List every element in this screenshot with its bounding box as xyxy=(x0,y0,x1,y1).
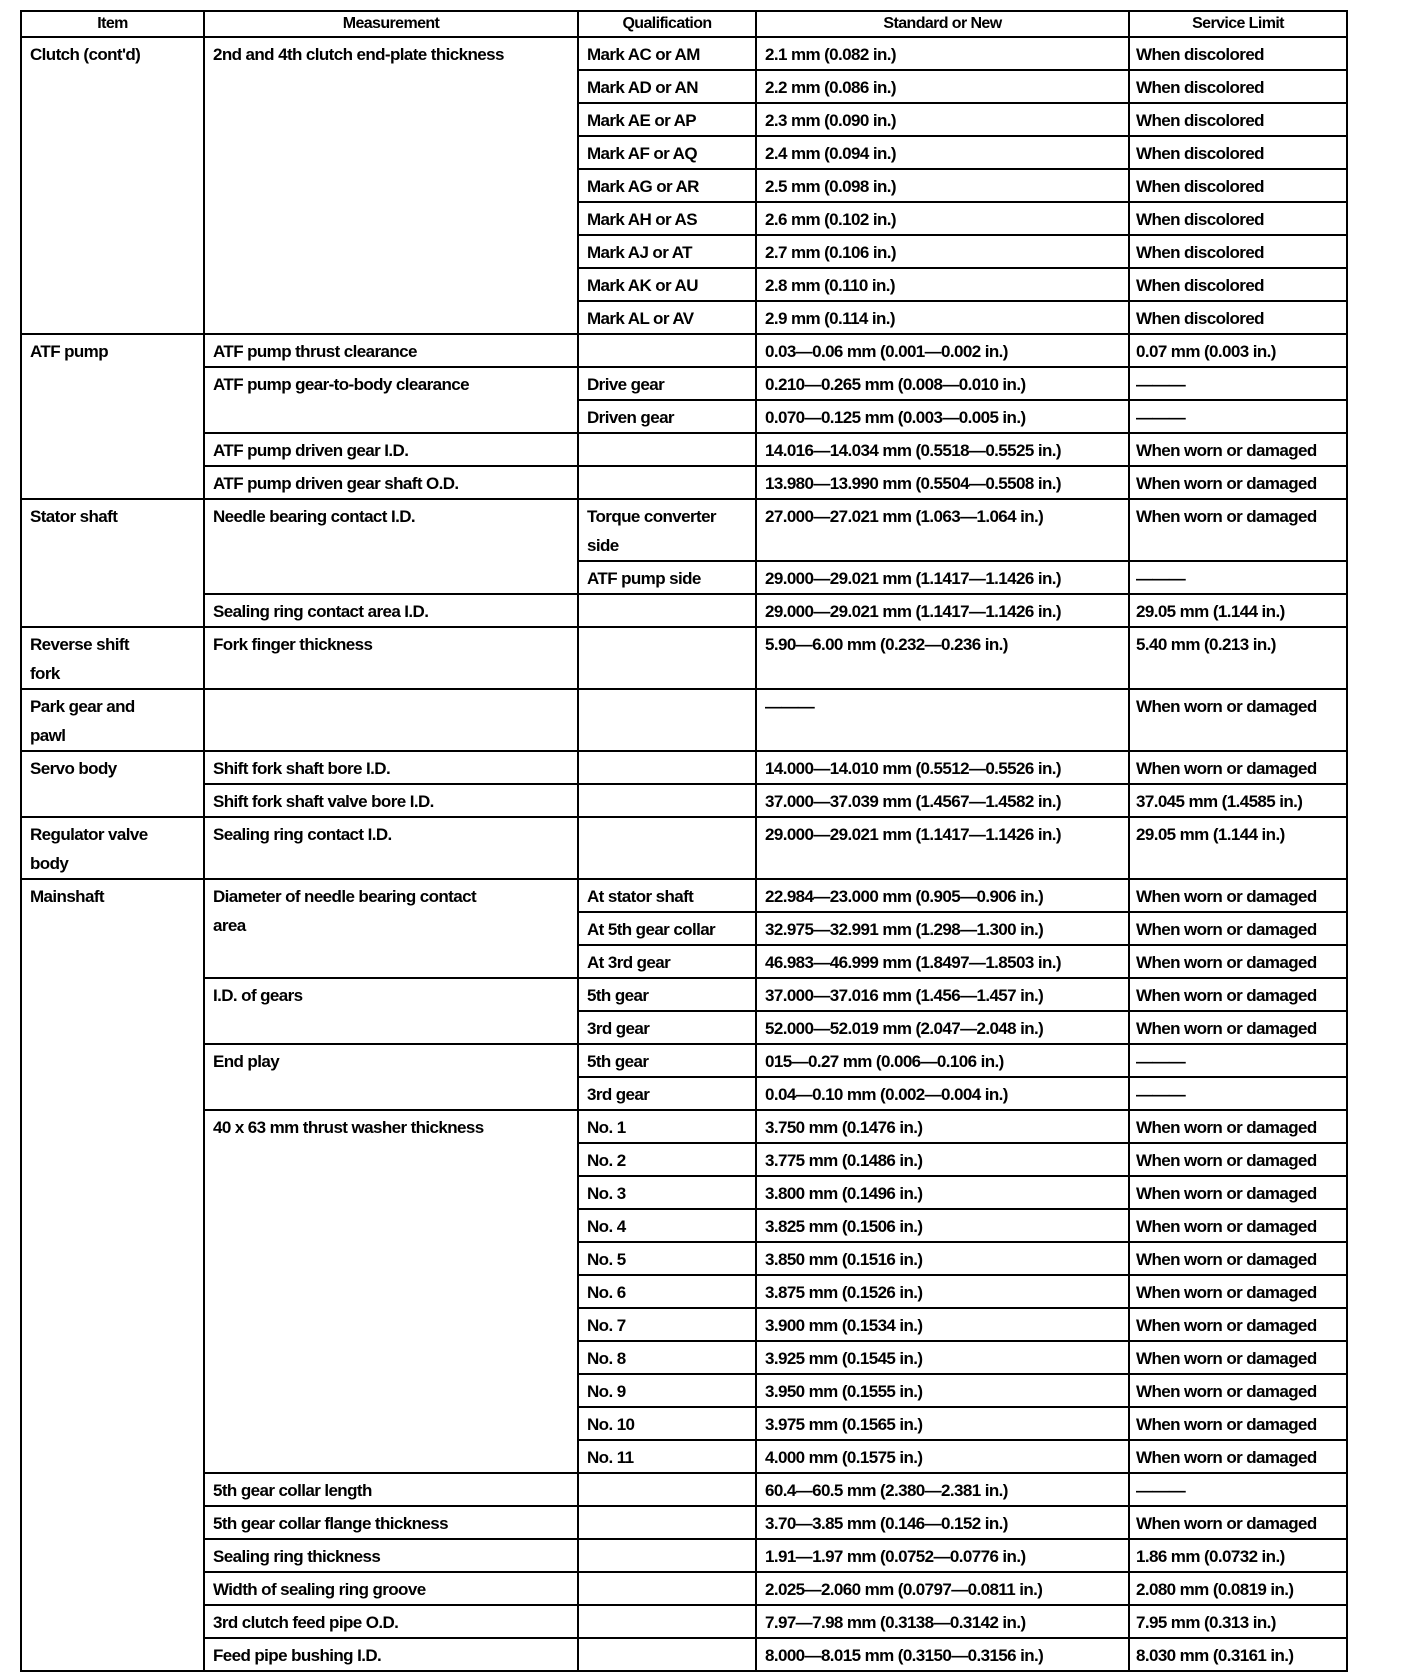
qualification-cell: No. 9 xyxy=(578,1374,756,1407)
qualification-cell: Mark AJ or AT xyxy=(578,235,756,268)
service-limit-cell: ——— xyxy=(1129,400,1347,433)
service-limit-cell: When worn or damaged xyxy=(1129,1176,1347,1209)
service-limit-cell: When discolored xyxy=(1129,169,1347,202)
table-row xyxy=(21,433,1347,466)
qualification-cell: No. 6 xyxy=(578,1275,756,1308)
header-service-limit: Service Limit xyxy=(1129,11,1347,37)
service-limit-cell: When worn or damaged xyxy=(1129,433,1347,466)
service-limit-cell: When worn or damaged xyxy=(1129,499,1347,561)
qualification-cell xyxy=(578,751,756,784)
standard-cell: 3.775 mm (0.1486 in.) xyxy=(756,1143,1129,1176)
qualification-cell: No. 3 xyxy=(578,1176,756,1209)
measurement-cell xyxy=(204,689,578,751)
qualification-cell xyxy=(578,1572,756,1605)
specifications-table xyxy=(20,10,1348,1672)
table-row xyxy=(21,1506,1347,1539)
service-limit-cell: ——— xyxy=(1129,1077,1347,1110)
measurement-cell: Fork finger thickness xyxy=(204,627,578,689)
table-row xyxy=(21,978,1347,1011)
qualification-cell xyxy=(578,433,756,466)
qualification-cell: ATF pump side xyxy=(578,561,756,594)
service-limit-cell: When worn or damaged xyxy=(1129,1110,1347,1143)
qualification-cell: No. 7 xyxy=(578,1308,756,1341)
qualification-cell xyxy=(578,1605,756,1638)
standard-cell: 29.000—29.021 mm (1.1417—1.1426 in.) xyxy=(756,594,1129,627)
measurement-cell: Needle bearing contact I.D. xyxy=(204,499,578,594)
qualification-cell xyxy=(578,1539,756,1572)
service-limit-cell: When worn or damaged xyxy=(1129,689,1347,751)
measurement-cell: Sealing ring contact area I.D. xyxy=(204,594,578,627)
standard-cell: 22.984—23.000 mm (0.905—0.906 in.) xyxy=(756,879,1129,912)
standard-cell: 0.04—0.10 mm (0.002—0.004 in.) xyxy=(756,1077,1129,1110)
service-limit-cell: 1.86 mm (0.0732 in.) xyxy=(1129,1539,1347,1572)
service-limit-cell: When discolored xyxy=(1129,70,1347,103)
table-row xyxy=(21,689,1347,751)
standard-cell: 2.7 mm (0.106 in.) xyxy=(756,235,1129,268)
standard-cell: 2.8 mm (0.110 in.) xyxy=(756,268,1129,301)
standard-cell: 4.000 mm (0.1575 in.) xyxy=(756,1440,1129,1473)
service-limit-cell: When worn or damaged xyxy=(1129,1341,1347,1374)
service-limit-cell: 8.030 mm (0.3161 in.) xyxy=(1129,1638,1347,1671)
measurement-cell: 3rd clutch feed pipe O.D. xyxy=(204,1605,578,1638)
qualification-cell: At 5th gear collar xyxy=(578,912,756,945)
qualification-cell xyxy=(578,627,756,689)
qualification-cell: At 3rd gear xyxy=(578,945,756,978)
standard-cell: 3.750 mm (0.1476 in.) xyxy=(756,1110,1129,1143)
service-limit-cell: When worn or damaged xyxy=(1129,1308,1347,1341)
qualification-cell: 3rd gear xyxy=(578,1077,756,1110)
table-row xyxy=(21,37,1347,70)
qualification-cell: Driven gear xyxy=(578,400,756,433)
standard-cell: 52.000—52.019 mm (2.047—2.048 in.) xyxy=(756,1011,1129,1044)
standard-cell: 13.980—13.990 mm (0.5504—0.5508 in.) xyxy=(756,466,1129,499)
service-limit-cell: When worn or damaged xyxy=(1129,945,1347,978)
table-row xyxy=(21,784,1347,817)
service-limit-cell: When worn or damaged xyxy=(1129,751,1347,784)
measurement-cell: ATF pump gear-to-body clearance xyxy=(204,367,578,433)
measurement-cell: Sealing ring thickness xyxy=(204,1539,578,1572)
standard-cell: 14.000—14.010 mm (0.5512—0.5526 in.) xyxy=(756,751,1129,784)
standard-cell: 29.000—29.021 mm (1.1417—1.1426 in.) xyxy=(756,817,1129,879)
service-limit-cell: When discolored xyxy=(1129,103,1347,136)
service-limit-cell: When worn or damaged xyxy=(1129,1011,1347,1044)
item-cell: Stator shaft xyxy=(21,499,204,627)
service-limit-cell: When discolored xyxy=(1129,235,1347,268)
header-qualification: Qualification xyxy=(578,11,756,37)
standard-cell: 32.975—32.991 mm (1.298—1.300 in.) xyxy=(756,912,1129,945)
service-limit-cell: When discolored xyxy=(1129,37,1347,70)
table-row xyxy=(21,879,1347,912)
qualification-cell xyxy=(578,689,756,751)
table-row xyxy=(21,627,1347,689)
qualification-cell xyxy=(578,1473,756,1506)
qualification-cell: Mark AG or AR xyxy=(578,169,756,202)
item-cell: ATF pump xyxy=(21,334,204,499)
service-limit-cell: 5.40 mm (0.213 in.) xyxy=(1129,627,1347,689)
measurement-cell: End play xyxy=(204,1044,578,1110)
service-limit-cell: When worn or damaged xyxy=(1129,1143,1347,1176)
measurement-cell: 5th gear collar length xyxy=(204,1473,578,1506)
item-cell: Mainshaft xyxy=(21,879,204,1671)
service-limit-cell: ——— xyxy=(1129,1473,1347,1506)
measurement-cell: 5th gear collar flange thickness xyxy=(204,1506,578,1539)
qualification-cell: No. 11 xyxy=(578,1440,756,1473)
qualification-cell: Mark AD or AN xyxy=(578,70,756,103)
header-row xyxy=(21,11,1347,37)
qualification-cell: 5th gear xyxy=(578,1044,756,1077)
service-limit-cell: 2.080 mm (0.0819 in.) xyxy=(1129,1572,1347,1605)
standard-cell: 29.000—29.021 mm (1.1417—1.1426 in.) xyxy=(756,561,1129,594)
header-measurement: Measurement xyxy=(204,11,578,37)
standard-cell: 37.000—37.039 mm (1.4567—1.4582 in.) xyxy=(756,784,1129,817)
standard-cell: 2.4 mm (0.094 in.) xyxy=(756,136,1129,169)
qualification-cell xyxy=(578,466,756,499)
standard-cell: ——— xyxy=(756,689,1129,751)
standard-cell: 46.983—46.999 mm (1.8497—1.8503 in.) xyxy=(756,945,1129,978)
qualification-cell xyxy=(578,334,756,367)
service-limit-cell: ——— xyxy=(1129,561,1347,594)
measurement-cell: Shift fork shaft valve bore I.D. xyxy=(204,784,578,817)
measurement-cell: Width of sealing ring groove xyxy=(204,1572,578,1605)
measurement-cell: Feed pipe bushing I.D. xyxy=(204,1638,578,1671)
service-limit-cell: When worn or damaged xyxy=(1129,466,1347,499)
qualification-cell: At stator shaft xyxy=(578,879,756,912)
standard-cell: 14.016—14.034 mm (0.5518—0.5525 in.) xyxy=(756,433,1129,466)
table-row xyxy=(21,1473,1347,1506)
header-item: Item xyxy=(21,11,204,37)
standard-cell: 5.90—6.00 mm (0.232—0.236 in.) xyxy=(756,627,1129,689)
standard-cell: 2.1 mm (0.082 in.) xyxy=(756,37,1129,70)
service-limit-cell: When worn or damaged xyxy=(1129,912,1347,945)
qualification-cell: 3rd gear xyxy=(578,1011,756,1044)
measurement-cell: Diameter of needle bearing contact area xyxy=(204,879,578,978)
standard-cell: 3.825 mm (0.1506 in.) xyxy=(756,1209,1129,1242)
service-limit-cell: 29.05 mm (1.144 in.) xyxy=(1129,594,1347,627)
item-cell: Regulator valve body xyxy=(21,817,204,879)
service-limit-cell: When worn or damaged xyxy=(1129,1209,1347,1242)
service-limit-cell: When worn or damaged xyxy=(1129,1440,1347,1473)
service-limit-cell: When discolored xyxy=(1129,202,1347,235)
standard-cell: 2.5 mm (0.098 in.) xyxy=(756,169,1129,202)
item-cell: Servo body xyxy=(21,751,204,817)
service-limit-cell: When discolored xyxy=(1129,268,1347,301)
standard-cell: 0.070—0.125 mm (0.003—0.005 in.) xyxy=(756,400,1129,433)
table-row xyxy=(21,1044,1347,1077)
qualification-cell: Mark AC or AM xyxy=(578,37,756,70)
qualification-cell: No. 5 xyxy=(578,1242,756,1275)
standard-cell: 2.2 mm (0.086 in.) xyxy=(756,70,1129,103)
service-limit-cell: When discolored xyxy=(1129,301,1347,334)
standard-cell: 3.875 mm (0.1526 in.) xyxy=(756,1275,1129,1308)
service-limit-cell: When worn or damaged xyxy=(1129,1407,1347,1440)
qualification-cell xyxy=(578,594,756,627)
qualification-cell: Mark AH or AS xyxy=(578,202,756,235)
service-limit-cell: 7.95 mm (0.313 in.) xyxy=(1129,1605,1347,1638)
standard-cell: 3.900 mm (0.1534 in.) xyxy=(756,1308,1129,1341)
standard-cell: 2.9 mm (0.114 in.) xyxy=(756,301,1129,334)
qualification-cell: Mark AL or AV xyxy=(578,301,756,334)
table-row xyxy=(21,334,1347,367)
table-row xyxy=(21,1110,1347,1143)
qualification-cell xyxy=(578,1638,756,1671)
table-row xyxy=(21,817,1347,879)
standard-cell: 3.975 mm (0.1565 in.) xyxy=(756,1407,1129,1440)
table-row xyxy=(21,1539,1347,1572)
service-limit-cell: When worn or damaged xyxy=(1129,1275,1347,1308)
service-limit-cell: 37.045 mm (1.4585 in.) xyxy=(1129,784,1347,817)
qualification-cell: No. 8 xyxy=(578,1341,756,1374)
standard-cell: 0.210—0.265 mm (0.008—0.010 in.) xyxy=(756,367,1129,400)
qualification-cell: Mark AK or AU xyxy=(578,268,756,301)
service-limit-cell: 0.07 mm (0.003 in.) xyxy=(1129,334,1347,367)
table-row xyxy=(21,751,1347,784)
standard-cell: 3.800 mm (0.1496 in.) xyxy=(756,1176,1129,1209)
header-standard: Standard or New xyxy=(756,11,1129,37)
standard-cell: 3.950 mm (0.1555 in.) xyxy=(756,1374,1129,1407)
qualification-cell xyxy=(578,784,756,817)
standard-cell: 2.6 mm (0.102 in.) xyxy=(756,202,1129,235)
standard-cell: 015—0.27 mm (0.006—0.106 in.) xyxy=(756,1044,1129,1077)
item-cell: Reverse shift fork xyxy=(21,627,204,689)
qualification-cell: No. 4 xyxy=(578,1209,756,1242)
measurement-cell: Shift fork shaft bore I.D. xyxy=(204,751,578,784)
qualification-cell: No. 10 xyxy=(578,1407,756,1440)
service-limit-cell: When worn or damaged xyxy=(1129,1506,1347,1539)
qualification-cell xyxy=(578,817,756,879)
table-row xyxy=(21,367,1347,400)
measurement-cell: ATF pump thrust clearance xyxy=(204,334,578,367)
table-row xyxy=(21,466,1347,499)
standard-cell: 0.03—0.06 mm (0.001—0.002 in.) xyxy=(756,334,1129,367)
item-cell: Clutch (cont'd) xyxy=(21,37,204,334)
standard-cell: 27.000—27.021 mm (1.063—1.064 in.) xyxy=(756,499,1129,561)
service-limit-cell: When worn or damaged xyxy=(1129,879,1347,912)
service-limit-cell: When worn or damaged xyxy=(1129,1374,1347,1407)
standard-cell: 7.97—7.98 mm (0.3138—0.3142 in.) xyxy=(756,1605,1129,1638)
standard-cell: 2.3 mm (0.090 in.) xyxy=(756,103,1129,136)
service-limit-cell: 29.05 mm (1.144 in.) xyxy=(1129,817,1347,879)
qualification-cell xyxy=(578,1506,756,1539)
service-limit-cell: When discolored xyxy=(1129,136,1347,169)
table-row xyxy=(21,594,1347,627)
service-limit-cell: ——— xyxy=(1129,1044,1347,1077)
qualification-cell: Drive gear xyxy=(578,367,756,400)
qualification-cell: Mark AF or AQ xyxy=(578,136,756,169)
item-cell: Park gear and pawl xyxy=(21,689,204,751)
standard-cell: 3.70—3.85 mm (0.146—0.152 in.) xyxy=(756,1506,1129,1539)
standard-cell: 8.000—8.015 mm (0.3150—0.3156 in.) xyxy=(756,1638,1129,1671)
standard-cell: 60.4—60.5 mm (2.380—2.381 in.) xyxy=(756,1473,1129,1506)
qualification-cell: Torque converter side xyxy=(578,499,756,561)
standard-cell: 2.025—2.060 mm (0.0797—0.0811 in.) xyxy=(756,1572,1129,1605)
service-limit-cell: When worn or damaged xyxy=(1129,978,1347,1011)
standard-cell: 37.000—37.016 mm (1.456—1.457 in.) xyxy=(756,978,1129,1011)
measurement-cell: I.D. of gears xyxy=(204,978,578,1044)
service-limit-cell: When worn or damaged xyxy=(1129,1242,1347,1275)
measurement-cell: ATF pump driven gear shaft O.D. xyxy=(204,466,578,499)
measurement-cell: 40 x 63 mm thrust washer thickness xyxy=(204,1110,578,1473)
table-body xyxy=(21,37,1347,1671)
measurement-cell: ATF pump driven gear I.D. xyxy=(204,433,578,466)
qualification-cell: No. 1 xyxy=(578,1110,756,1143)
measurement-cell: Sealing ring contact I.D. xyxy=(204,817,578,879)
standard-cell: 1.91—1.97 mm (0.0752—0.0776 in.) xyxy=(756,1539,1129,1572)
standard-cell: 3.925 mm (0.1545 in.) xyxy=(756,1341,1129,1374)
qualification-cell: 5th gear xyxy=(578,978,756,1011)
table-row xyxy=(21,499,1347,561)
table-row xyxy=(21,1605,1347,1638)
qualification-cell: Mark AE or AP xyxy=(578,103,756,136)
table-row xyxy=(21,1572,1347,1605)
standard-cell: 3.850 mm (0.1516 in.) xyxy=(756,1242,1129,1275)
table-row xyxy=(21,1638,1347,1671)
service-limit-cell: ——— xyxy=(1129,367,1347,400)
measurement-cell: 2nd and 4th clutch end-plate thickness xyxy=(204,37,578,334)
qualification-cell: No. 2 xyxy=(578,1143,756,1176)
